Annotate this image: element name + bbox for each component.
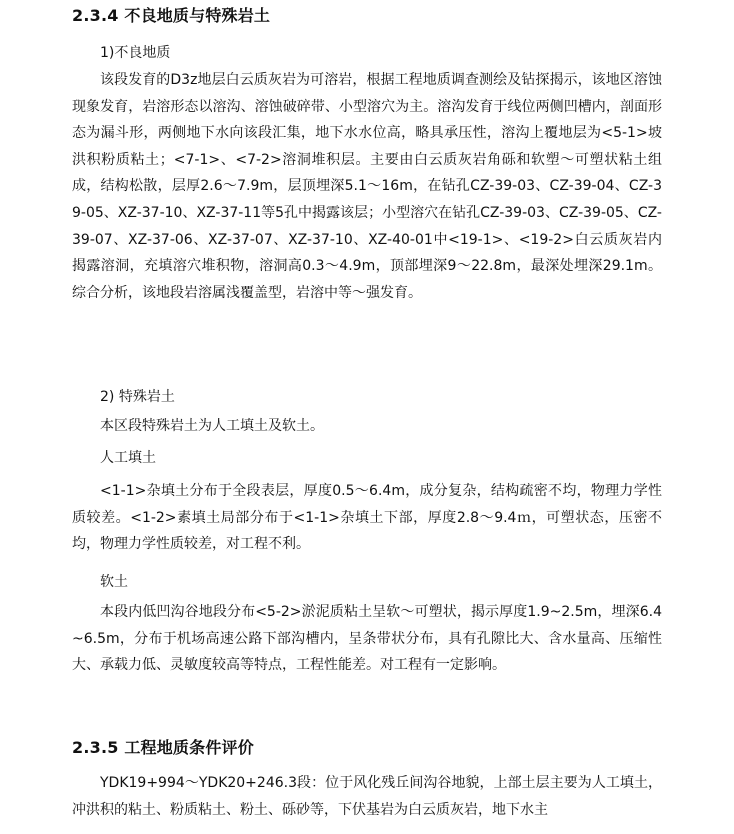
subsection-label-adverse-geology: 1)不良地质	[100, 45, 171, 61]
paragraph-special-soil-intro: 本区段特殊岩土为人工填土及软土。	[100, 418, 324, 434]
section-heading-2-3-5: 2.3.5 工程地质条件评价	[72, 738, 254, 757]
paragraph-artificial-fill: <1-1>杂填土分布于全段表层，厚度0.5～6.4m，成分复杂，结构疏密不均，物理力学性质较差。<1-2>素填土局部分布于<1-1>杂填土下部，厚度2.8～9.4ｍ，可塑状态，压密不均，物理力学性质较差，对工程不利。	[72, 483, 662, 553]
subsection-label-special-soil: 2) 特殊岩土	[100, 389, 175, 405]
paragraph-geological-evaluation: YDK19+994～YDK20+246.3段：位于风化残丘间沟谷地貌，上部土层主要为人工填土，冲洪积的粘土、粉质粘土、粉土、砾砂等，下伏基岩为白云质灰岩，地下水主	[72, 775, 662, 818]
subheading-soft-soil: 软土	[100, 574, 128, 590]
subheading-artificial-fill: 人工填土	[100, 450, 156, 466]
paragraph-soft-soil: 本段内低凹沟谷地段分布<5-2>淤泥质粘土呈软～可塑状，揭示厚度1.9~2.5m，埋深6.4~6.5m，分布于机场高速公路下部沟槽内，呈条带状分布，具有孔隙比大、含水量高、压缩性大、承载力低、灵敏度较高等特点，工程性能差。对工程有一定影响。	[72, 604, 662, 674]
paragraph-adverse-geology: 该段发育的D3z地层白云质灰岩为可溶岩，根据工程地质调查测绘及钻探揭示，该地区溶蚀现象发育，岩溶形态以溶沟、溶蚀破碎带、小型溶穴为主。溶沟发育于线位两侧凹槽内，剖面形态为漏斗形，两侧地下水向该段汇集，地下水水位高，略具承压性，溶沟上覆地层为<5-1>坡洪积粉质粘土；<7-1>、<7-2>溶洞堆积层。主要由白云质灰岩角砾和软塑～可塑状粘土组成，结构松散，层厚2.6～7.9m，层顶埋深5.1～16m，在钻孔CZ-39-03、CZ-39-04、CZ-39-05、XZ-37-10、XZ-37-11等5孔中揭露该层；小型溶穴在钻孔CZ-39-03、CZ-39-05、CZ-39-07、XZ-37-06、XZ-37-07、XZ-37-10、XZ-40-01中<19-1>、<19-2>白云质灰岩内揭露溶洞，充填溶穴堆积物，溶洞高0.3～4.9m，顶部埋深9～22.8m，最深处埋深29.1m。综合分析，该地段岩溶属浅覆盖型，岩溶中等～强发育。	[72, 72, 662, 301]
section-heading-2-3-4: 2.3.4 不良地质与特殊岩土	[72, 6, 271, 25]
